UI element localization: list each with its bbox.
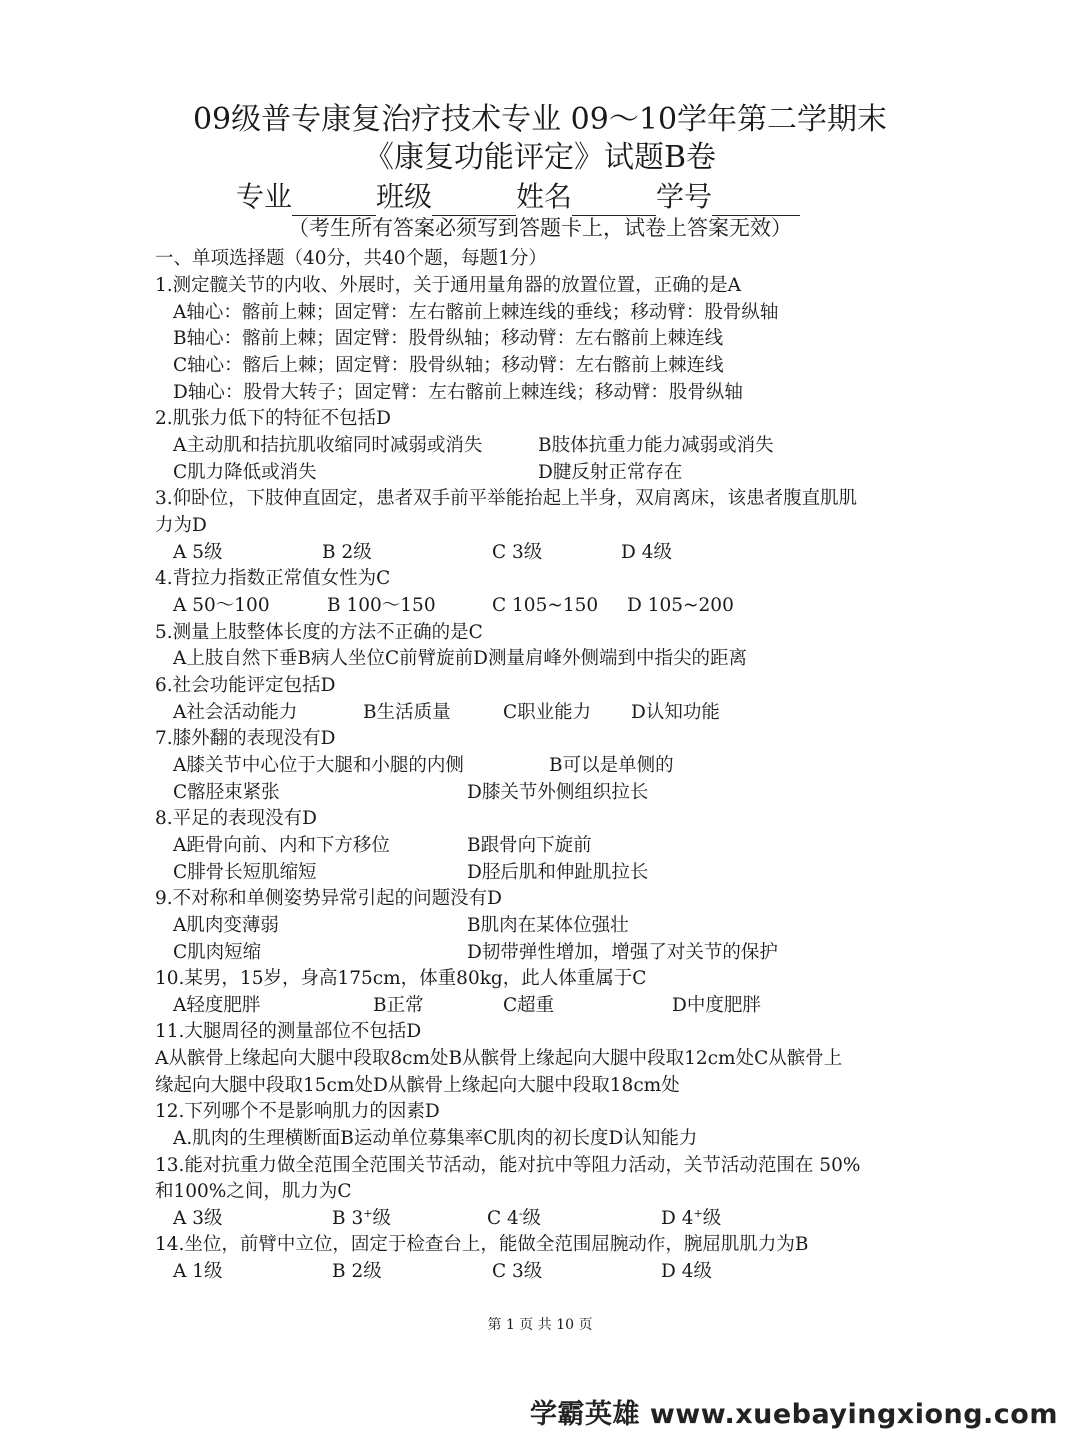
field-label-class: 班级: [376, 180, 433, 213]
q3-stem-line1: 3.仰卧位，下肢伸直固定，患者双手前平举能抬起上半身，双肩离床，该患者腹直肌肌: [155, 488, 858, 509]
q3-option-d: D 4级: [621, 542, 672, 563]
q6-option-b: B生活质量: [363, 702, 451, 723]
q7-option-c: C髂胫束紧张: [173, 782, 280, 803]
q14-option-b: B 2级: [332, 1261, 382, 1282]
q14-stem: 14.坐位，前臂中立位，固定于检查台上，能做全范围屈腕动作，腕屈肌肌力为B: [155, 1234, 809, 1255]
q2-option-d: D腱反射正常存在: [538, 462, 683, 483]
q4-stem: 4.背拉力指数正常值女性为C: [155, 568, 391, 589]
q13-option-c-sup: -: [518, 1206, 523, 1220]
q2-stem: 2.肌张力低下的特征不包括D: [155, 408, 391, 429]
q12-options: A.肌肉的生理横断面B运动单位募集率C肌肉的初长度D认知能力: [173, 1128, 698, 1149]
exam-title-line1: 09级普专康复治疗技术专业 09～10学年第二学期末: [192, 102, 888, 137]
q14-option-a: A 1级: [173, 1261, 223, 1282]
q3-option-c: C 3级: [492, 542, 543, 563]
q10-option-b: B正常: [373, 995, 424, 1016]
page-footer: 第 1 页 共 10 页: [487, 1317, 593, 1333]
q13-option-d: [661, 1206, 721, 1233]
q10-option-a: A轻度肥胖: [173, 995, 261, 1016]
q4-option-d: D 105~200: [627, 595, 734, 616]
q10-stem: 10.某男，15岁，身高175cm，体重80kg，此人体重属于C: [155, 968, 647, 989]
q9-stem: 9.不对称和单侧姿势异常引起的问题没有D: [155, 888, 502, 909]
q1-option-c: C轴心：髂后上棘；固定臂：股骨纵轴；移动臂：左右髂前上棘连线: [173, 355, 724, 376]
q8-option-d: D胫后肌和伸趾肌拉长: [467, 862, 649, 883]
q14-option-d: D 4级: [661, 1261, 712, 1282]
field-label-name: 姓名: [516, 180, 573, 213]
q2-option-a: A主动肌和拮抗肌收缩同时减弱或消失: [173, 435, 483, 456]
exam-notice: （考生所有答案必须写到答题卡上，试卷上答案无效）: [288, 216, 792, 240]
q13-option-d-main: D 4: [661, 1208, 694, 1229]
q3-option-b: B 2级: [322, 542, 372, 563]
q14-option-c: C 3级: [492, 1261, 543, 1282]
q7-option-a: A膝关节中心位于大腿和小腿的内侧: [173, 755, 464, 776]
q6-option-d: D认知功能: [631, 702, 720, 723]
q1-option-d: D轴心：股骨大转子；固定臂：左右髂前上棘连线；移动臂：股骨纵轴: [173, 382, 743, 403]
q7-option-b: B可以是单侧的: [549, 755, 674, 776]
field-label-major: 专业: [236, 180, 293, 213]
q8-option-c: C腓骨长短肌缩短: [173, 862, 317, 883]
q11-options-line1: A从髌骨上缘起向大腿中段取8cm处B从髌骨上缘起向大腿中段取12cm处C从髌骨上: [155, 1048, 843, 1069]
q5-options: A上肢自然下垂B病人坐位C前臂旋前D测量肩峰外侧端到中指尖的距离: [173, 648, 747, 669]
q12-stem: 12.下列哪个不是影响肌力的因素D: [155, 1101, 440, 1122]
q13-option-d-tail: 级: [702, 1208, 722, 1229]
q13-option-d-sup: +: [693, 1206, 703, 1220]
q3-stem-line2: 力为D: [155, 515, 207, 536]
q13-option-b-tail: 级: [372, 1208, 391, 1229]
q9-option-c: C肌肉短缩: [173, 942, 262, 963]
q10-option-d: D中度肥胖: [672, 995, 761, 1016]
q8-stem: 8.平足的表现没有D: [155, 808, 317, 829]
q4-option-a: A 50～100: [173, 595, 270, 616]
q9-option-d: D韧带弹性增加，增强了对关节的保护: [467, 942, 778, 963]
q13-option-c-main: C 4: [487, 1208, 519, 1229]
section-heading: 一、单项选择题（40分，共40个题，每题1分）: [155, 248, 547, 269]
site-watermark: 学霸英雄 www.xuebayingxiong.com: [529, 1399, 1058, 1430]
q6-stem: 6.社会功能评定包括D: [155, 675, 336, 696]
q8-option-a: A距骨向前、内和下方移位: [173, 835, 390, 856]
q9-option-b: B肌肉在某体位强壮: [467, 915, 629, 936]
q7-stem: 7.膝外翻的表现没有D: [155, 728, 336, 749]
q2-option-c: C肌力降低或消失: [173, 462, 317, 483]
q8-option-b: B跟骨向下旋前: [467, 835, 592, 856]
q13-stem-line1: 13.能对抗重力做全范围全范围关节活动，能对抗中等阻力活动，关节活动范围在 50%: [155, 1155, 861, 1176]
q10-option-c: C超重: [503, 995, 555, 1016]
q13-option-b-sup: +: [363, 1206, 373, 1220]
q9-option-a: A肌肉变薄弱: [173, 915, 279, 936]
q6-option-a: A社会活动能力: [173, 702, 298, 723]
field-label-student-id: 学号: [656, 180, 713, 213]
q11-options-line2: 缘起向大腿中段取15cm处D从髌骨上缘起向大腿中段取18cm处: [155, 1075, 680, 1096]
q4-option-c: C 105~150: [492, 595, 599, 616]
q1-option-a: A轴心：髂前上棘；固定臂：左右髂前上棘连线的垂线；移动臂：股骨纵轴: [173, 302, 779, 323]
student-info-row: [236, 178, 886, 216]
q13-option-a: A 3级: [173, 1208, 223, 1229]
q7-option-d: D膝关节外侧组织拉长: [467, 782, 649, 803]
q13-option-b-main: B 3: [332, 1208, 364, 1229]
q1-stem: 1.测定髋关节的内收、外展时，关于通用量角器的放置位置，正确的是A: [155, 275, 742, 296]
q13-option-b: [332, 1206, 391, 1233]
q4-option-b: B 100～150: [327, 595, 436, 616]
q1-option-b: B轴心：髂前上棘；固定臂：股骨纵轴；移动臂：左右髂前上棘连线: [173, 328, 724, 349]
q2-option-b: B肢体抗重力能力减弱或消失: [538, 435, 774, 456]
q11-stem: 11.大腿周径的测量部位不包括D: [155, 1021, 422, 1042]
exam-title-line2: 《康复功能评定》试题B卷: [363, 140, 717, 175]
q13-stem-line2: 和100%之间，肌力为C: [155, 1181, 352, 1202]
q13-option-c-tail: 级: [522, 1208, 542, 1229]
q13-option-c: [487, 1206, 541, 1233]
q3-option-a: A 5级: [173, 542, 223, 563]
q5-stem: 5.测量上肢整体长度的方法不正确的是C: [155, 622, 483, 643]
q6-option-c: C职业能力: [503, 702, 592, 723]
